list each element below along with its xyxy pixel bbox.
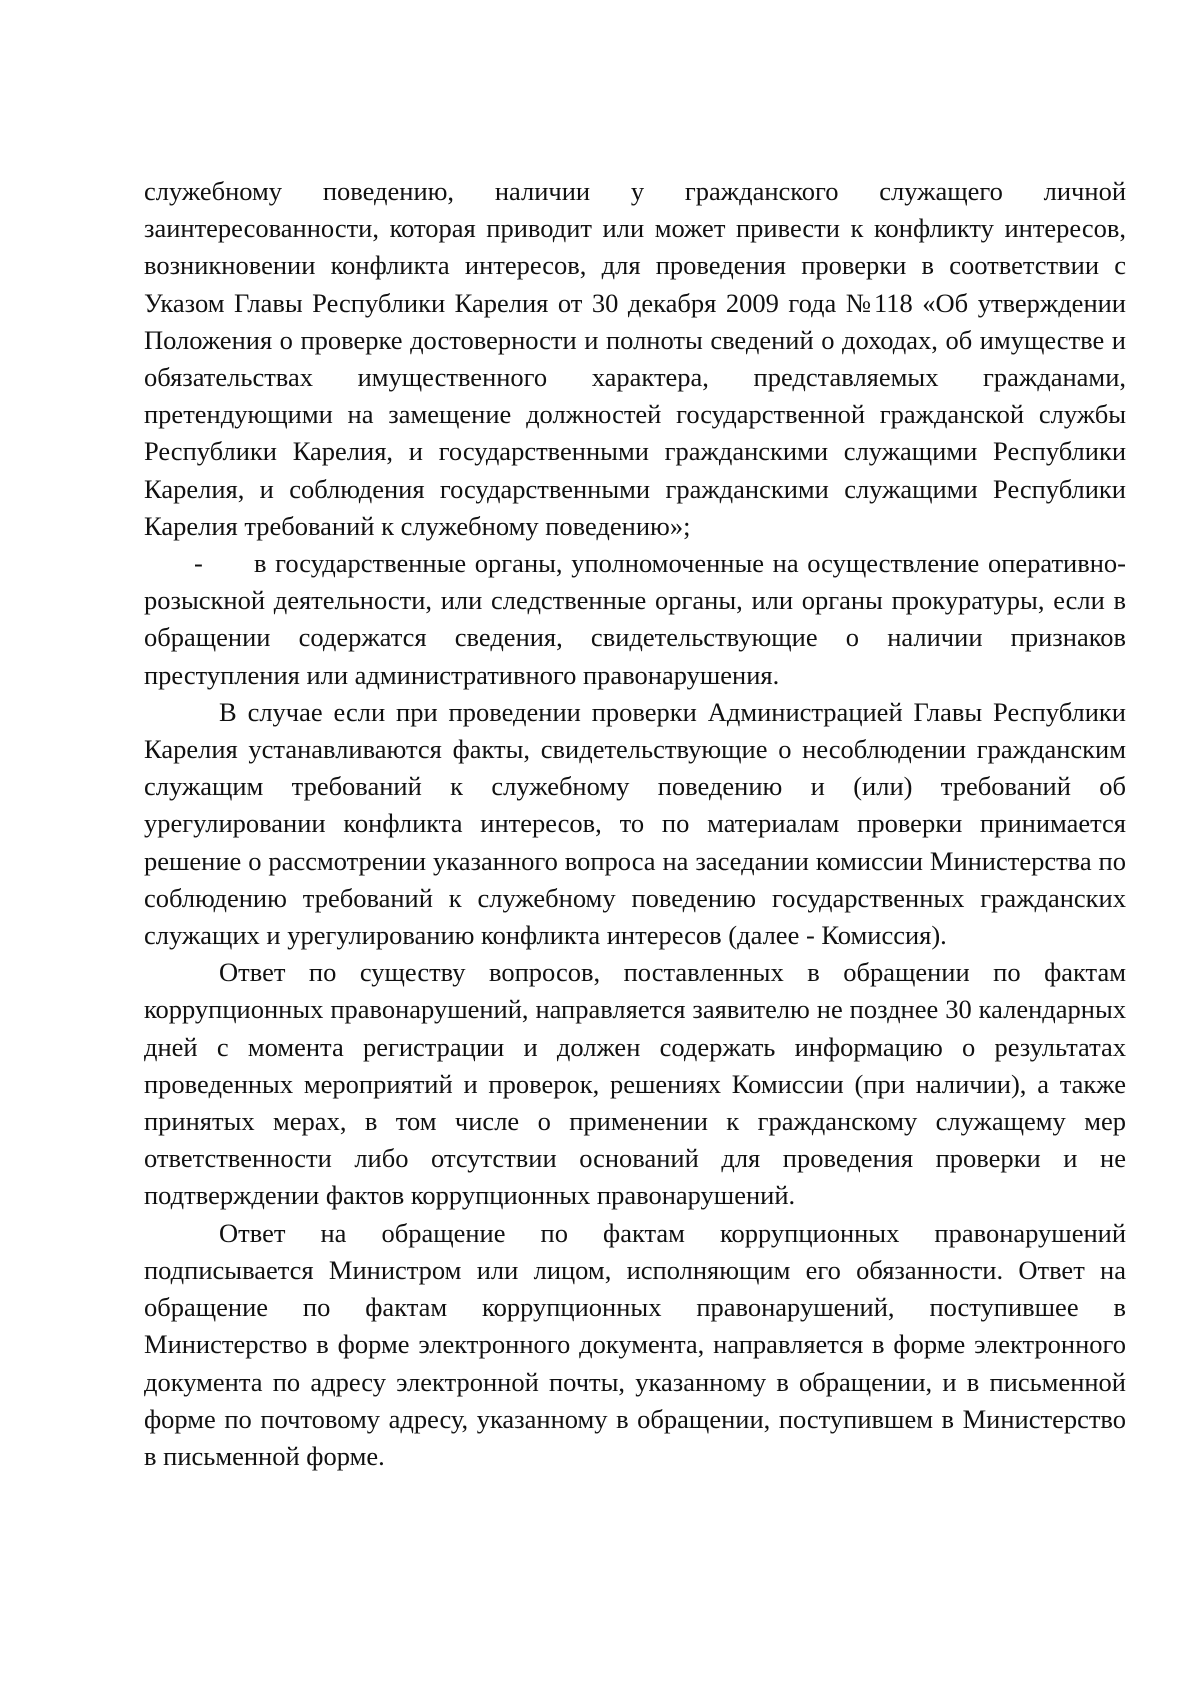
- paragraph-response-signature: Ответ на обращение по фактам коррупционных правонарушений подписывается Министром или лицом, исполняющим его обязанности. Ответ на обращение по фактам коррупционных правонарушений, поступившее в Министерство в форме электронного документа, направляется в форме электронного документа по адресу электронной почты, указанному в обращении, и в письменной форме по почтовому адресу, указанному в обращении, поступившем в Министерство в письменной форме.: [144, 1217, 1126, 1471]
- document-body: [144, 173, 1126, 1475]
- list-item-dash: [144, 545, 1126, 694]
- paragraph-response-deadline: Ответ по существу вопросов, поставленных в обращении по фактам коррупционных правонарушений, направляется заявителю не позднее 30 календарных дней с момента регистрации и должен содержать информацию о результатах проведенных мероприятий и проверок, решениях Комиссии (при наличии), а также принятых мерах, в том числе о применении к гражданскому служащему мер ответственности либо отсутствии оснований для проведения проверки и не подтверждении фактов коррупционных правонарушений.: [144, 957, 1126, 1211]
- paragraph-continuation: служебному поведению, наличии у гражданского служащего личной заинтересованности, которая приводит или может привести к конфликту интересов, возникновении конфликта интересов, для проведения проверки в соответствии с Указом Главы Республики Карелия от 30 декабря 2009 года №118 «Об утверждении Положения о проверке достоверности и полноты сведений о доходах, об имуществе и обязательствах имущественного характера, представляемых гражданами, претендующими на замещение должностей государственной гражданской службы Республики Карелия, и государственными гражданскими служащими Республики Карелия, и соблюдения государственными гражданскими служащими Республики Карелия требований к служебному поведению»;: [144, 176, 1126, 541]
- dash-marker: -: [194, 548, 203, 579]
- paragraph-violations-check: В случае если при проведении проверки Администрацией Главы Республики Карелия устанавливаются факты, свидетельствующие о несоблюдении гражданским служащим требований к служебному поведению и (или) требований об урегулировании конфликта интересов, то по материалам проверки принимается решение о рассмотрении указанного вопроса на заседании комиссии Министерства по соблюдению требований к служебному поведению государственных гражданских служащих и урегулированию конфликта интересов (далее - Комиссия).: [144, 696, 1126, 951]
- list-item-text: в государственные органы, уполномоченные на осуществление оперативно-розыскной деятельности, или следственные органы, или органы прокуратуры, если в обращении содержатся сведения, свидетельствующие о наличии признаков преступления или административного правонарушения.: [144, 548, 1126, 690]
